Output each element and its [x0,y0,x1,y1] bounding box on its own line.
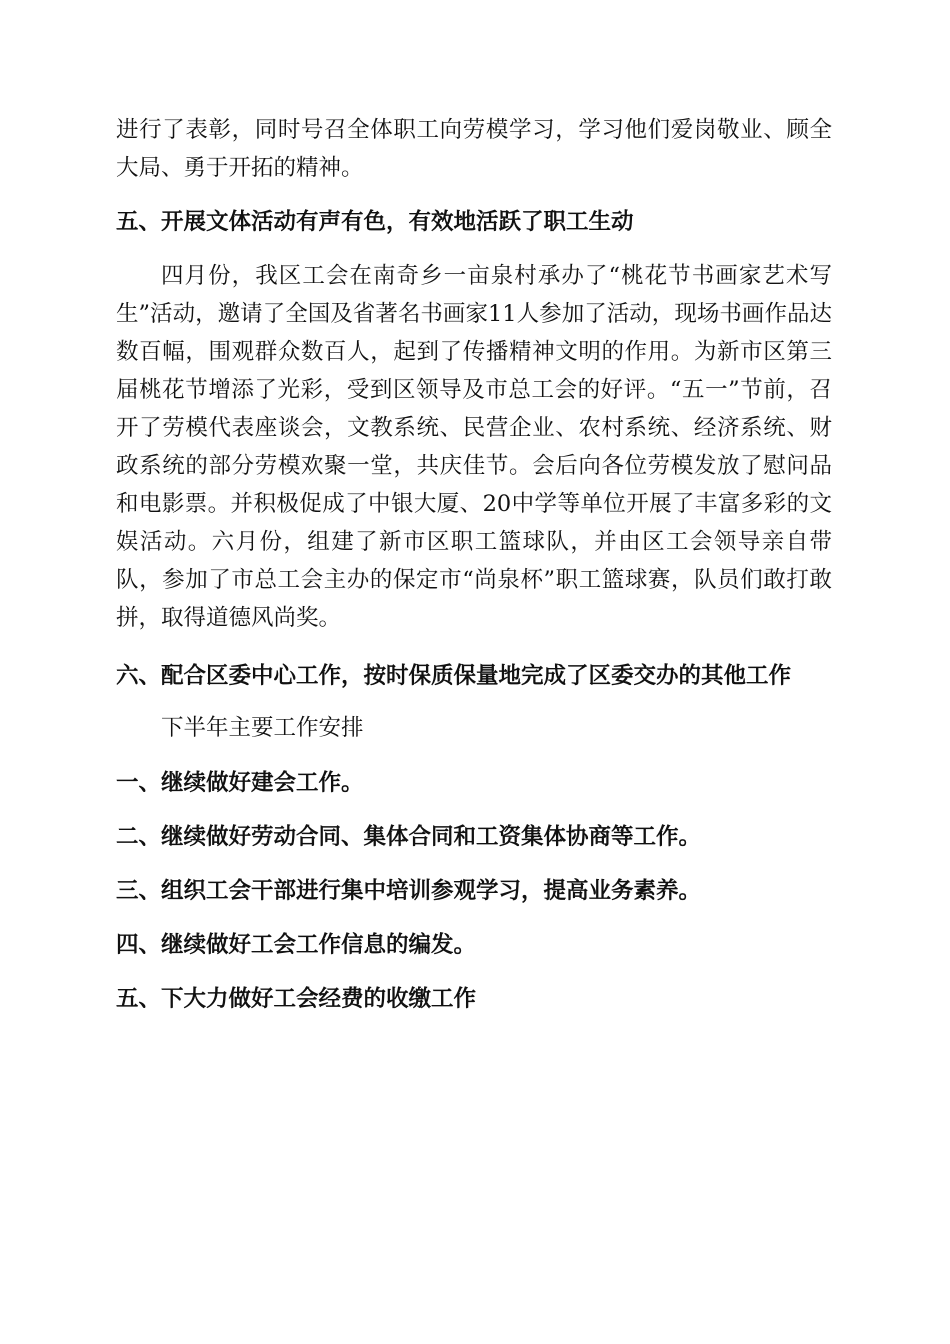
plan-item-5: 五、下大力做好工会经费的收缴工作 [116,986,477,1012]
section-6-heading: 六、配合区委中心工作，按时保质保量地完成了区委交办的其他工作 [116,663,792,689]
section-5-paragraph: 四月份，我区工会在南奇乡一亩泉村承办了“桃花节书画家艺术写生”活动，邀请了全国及省著名书画家11人参加了活动，现场书画作品达数百幅，围观群众数百人，起到了传播精神文明的作用。为新市区第三届桃花节增添了光彩，受到区领导及市总工会的好评。“五一”节前，召开了劳模代表座谈会，文教系统、民营企业、农村系统、经济系统、财政系统的部分劳模欢聚一堂，共庆佳节。会后向各位劳模发放了慰问品和电影票。并积极促成了中银大厦、20中学等单位开展了丰富多彩的文娱活动。六月份，组建了新市区职工篮球队，并由区工会领导亲自带队，参加了市总工会主办的保定市“尚泉杯”职工篮球赛，队员们敢打敢拼，取得道德风尚奖。 [116,263,832,631]
plan-item-1: 一、继续做好建会工作。 [116,770,364,796]
continuation-paragraph: 进行了表彰，同时号召全体职工向劳模学习，学习他们爱岗敬业、顾全大局、勇于开拓的精神。 [116,117,832,181]
plan-item-3: 三、组织工会干部进行集中培训参观学习，提高业务素养。 [116,878,702,904]
section-5-heading: 五、开展文体活动有声有色，有效地活跃了职工生动 [116,209,634,235]
plan-item-4: 四、继续做好工会工作信息的编发。 [116,932,477,958]
plan-item-2: 二、继续做好劳动合同、集体合同和工资集体协商等工作。 [116,824,702,850]
plan-subheading: 下半年主要工作安排 [161,715,364,741]
